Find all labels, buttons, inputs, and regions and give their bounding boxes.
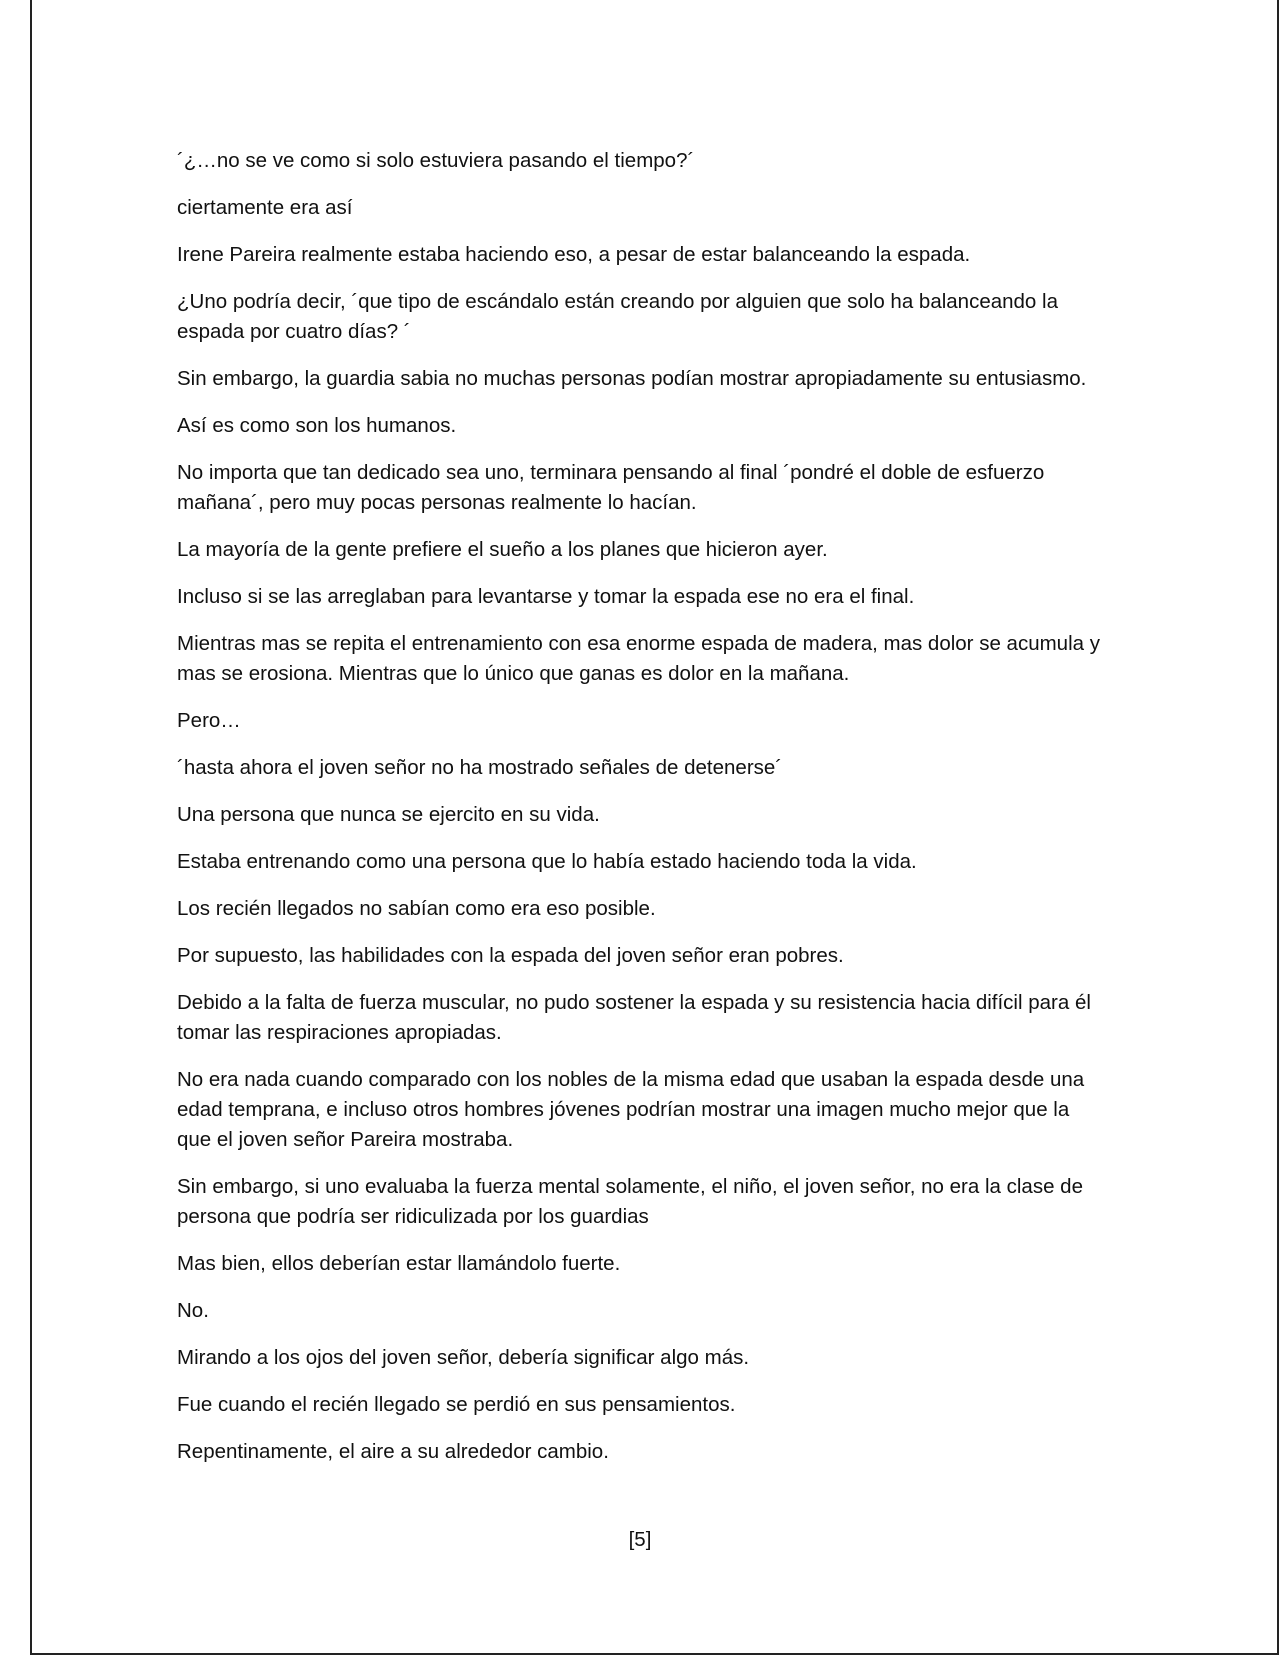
paragraph: Irene Pareira realmente estaba haciendo eso, a pesar de estar balanceando la espada. [177, 243, 971, 266]
page-number: [5] [628, 1528, 652, 1551]
paragraph: Mientras mas se repita el entrenamiento con esa enorme espada de madera, mas dolor se acumula y mas se erosiona. Mientras que lo único que ganas es dolor en la mañana. [177, 632, 1100, 685]
paragraph: Mirando a los ojos del joven señor, debería significar algo más. [177, 1346, 750, 1369]
paragraph: Una persona que nunca se ejercito en su vida. [177, 803, 600, 826]
paragraph: Pero… [177, 709, 241, 732]
paragraph: Incluso si se las arreglaban para levantarse y tomar la espada ese no era el final. [177, 585, 915, 608]
paragraph: Estaba entrenando como una persona que lo había estado haciendo toda la vida. [177, 850, 917, 873]
paragraph: Sin embargo, la guardia sabia no muchas personas podían mostrar apropiadamente su entusiasmo. [177, 367, 1087, 390]
paragraph: Repentinamente, el aire a su alrededor cambio. [177, 1440, 609, 1463]
paragraph: ´hasta ahora el joven señor no ha mostrado señales de detenerse´ [177, 756, 783, 779]
paragraph: Los recién llegados no sabían como era eso posible. [177, 897, 656, 920]
paragraph: Por supuesto, las habilidades con la espada del joven señor eran pobres. [177, 944, 844, 967]
paragraph: La mayoría de la gente prefiere el sueño a los planes que hicieron ayer. [177, 538, 828, 561]
document-body [177, 146, 1107, 1484]
paragraph: Mas bien, ellos deberían estar llamándolo fuerte. [177, 1252, 621, 1275]
paragraph: Debido a la falta de fuerza muscular, no pudo sostener la espada y su resistencia hacia difícil para él tomar las respiraciones apropiadas. [177, 991, 1091, 1044]
paragraph: ¿Uno podría decir, ´que tipo de escándalo están creando por alguien que solo ha balanceando la espada por cuatro días? ´ [177, 290, 1058, 343]
paragraph: No. [177, 1299, 209, 1322]
paragraph: Así es como son los humanos. [177, 414, 457, 437]
paragraph: ciertamente era así [177, 196, 353, 219]
paragraph: Sin embargo, si uno evaluaba la fuerza mental solamente, el niño, el joven señor, no era la clase de persona que podría ser ridiculizada por los guardias [177, 1175, 1083, 1228]
paragraph: ´¿…no se ve como si solo estuviera pasando el tiempo?´ [177, 149, 695, 172]
paragraph: No era nada cuando comparado con los nobles de la misma edad que usaban la espada desde una edad temprana, e incluso otros hombres jóvenes podrían mostrar una imagen mucho mejor que la que el joven señor Pareira mostraba. [177, 1068, 1085, 1151]
paragraph: No importa que tan dedicado sea uno, terminara pensando al final ´pondré el doble de esfuerzo mañana´, pero muy pocas personas realmente lo hacían. [177, 461, 1045, 514]
paragraph: Fue cuando el recién llegado se perdió en sus pensamientos. [177, 1393, 736, 1416]
